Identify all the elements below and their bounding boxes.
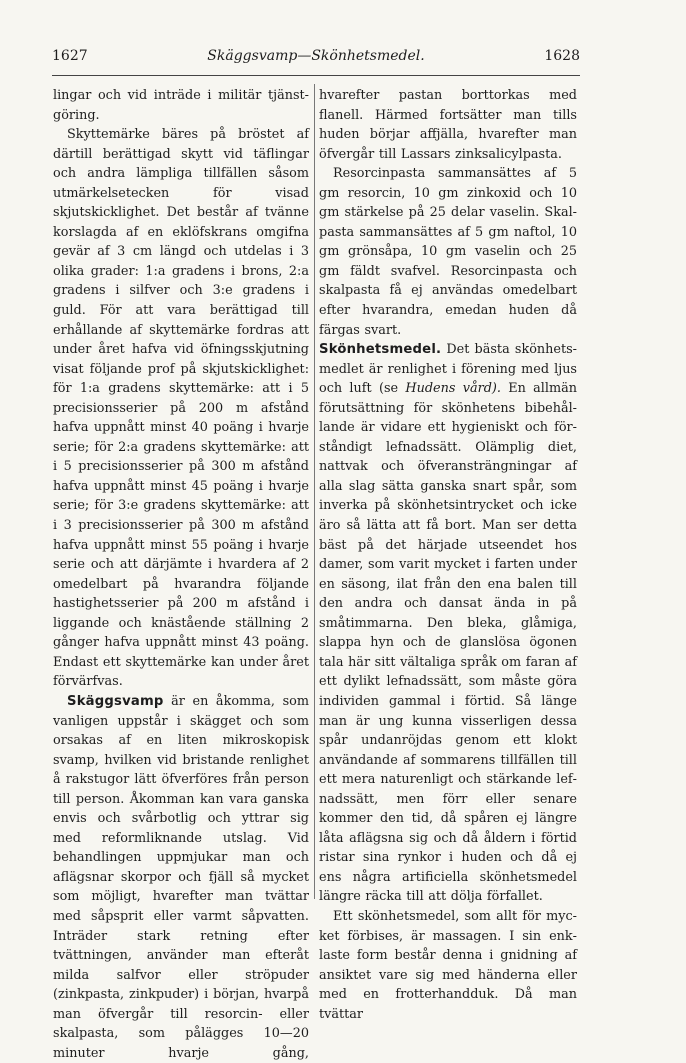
cross-reference-hudens-vard: Hudens vård). [405, 381, 501, 397]
paragraph-massage: Ett skönhetsmedel, som allt för mycket förbises, är massagen. I sin enklaste form består denna i gnidning af ansiktet vare sig med händerna eller med en frotterhandduk. Då man tvättar [319, 908, 577, 1022]
running-title: Skäggsvamp—Skönhetsmedel. [207, 48, 425, 64]
entry-skonhetsmedel-text-b: En allmän förutsättning för skönhetens bibehållande är vidare ett hygieniskt och förståndigt lefnadssätt. Olämplig diet, nattvak och öfveransträngningar af alla slag sätta ganska snart spår, som inverka på skönhetsintrycket och icke äro så lätta att få bort. Man ser detta bäst på det härjade utseendet hos damer, som varit mycket i farten under en säsong, ilat från den ena balen till den andra och dansat ända in på småtimmarna. Den bleka, glåmiga, slappa hyn och de glanslösa ögonen tala här sitt vältaliga språk om faran af ett dylikt lefnadssätt, som måste göra individen gammal i förtid. Så länge man är ung kunna visserligen dessa spår undanröjdas genom ett klokt användande af sommarens tillfällen till ett mera naturenligt och stärkande lefnadssätt, men förr eller senare kommer den tid, då spåren ej längre låta aflägsna sig och då åldern i förtid ristar sina rynkor i huden och då ej ens några artificiella skönhetsmedel längre räcka till att dölja förfallet. [319, 381, 577, 905]
entry-keyword-skonhetsmedel: Skönhetsmedel. [319, 342, 442, 358]
left-column [53, 86, 309, 1063]
column-divider [314, 84, 315, 899]
page-number-left: 1627 [52, 48, 88, 64]
entry-skaggsvamp [53, 692, 309, 1063]
header-rule [52, 75, 580, 76]
entry-skonhetsmedel [319, 340, 577, 907]
entry-keyword-skaggsvamp: Skäggsvamp [67, 693, 164, 709]
entry-skonhetsmedel-text-a: Det bästa skönhetsmedlet är renlighet i förening med ljus och luft (se [319, 342, 577, 397]
entry-skyttemarke: Skyttemärke bäres på bröstet af därtill berättigad skytt vid täflingar och andra lämpliga tillfällen såsom utmärkelsetecken för visad skjutskicklighet. Det består af tvänne korslagda af en eklöfskrans omgifna gevär af 3 cm längd och utdelas i 3 olika grader: 1:a gradens i brons, 2:a gradens i silfver och 3:e gradens i guld. För att vara berättigad till erhållande af skyttemärke fordras att under året hafva vid öfningsskjutning visat följande prof på skjutskicklighet: för 1:a gradens skyttemärke: att i 5 precisionsserier på 200 m afstånd hafva uppnått minst 40 poäng i hvarje serie; för 2:a gradens skyttemärke: att i 5 precisionsserier på 300 m afstånd hafva uppnått minst 45 poäng i hvarje serie; för 3:e gradens skyttemärke: att i 3 precisionsserier på 300 m afstånd hafva uppnått minst 55 poäng i hvarje serie och att därjämte i hvardera af 2 omedelbart på hvarandra följande hastighetsserier på 200 m afstånd i liggande och knästående ställning 2 gånger hafva uppnått minst 43 poäng. Endast ett skyttemärke kan under året förvärfvas. [53, 127, 309, 690]
right-column [319, 86, 577, 1024]
running-header [52, 48, 580, 68]
page-number-right: 1628 [544, 48, 580, 64]
entry-skaggsvamp-continuation: hvarefter pastan borttorkas med flanell. Härmed fortsätter man tills huden börjar affjälla, hvarefter man öfvergår till Lassars zinksalicylpasta. [319, 88, 577, 162]
entry-continuation: lingar och vid inträde i militär tjänstgöring. [53, 88, 309, 123]
entry-skaggsvamp-text: är en åkomma, som vanligen uppstår i skägget och som orsakas af en liten mikroskopisk svamp, hvilken vid bristande renlighet å rakstugor lätt öfverföres från person till person. Åkomman kan vara ganska envis och svårbotlig och yttrar sig med reformliknande utslag. Vid behandlingen uppmjukar man och aflägsnar skorpor och fjäll så mycket som möjligt, hvarefter man tvättar med såpsprit eller varmt såpvatten. Inträder stark retning efter tvättningen, använder man efteråt milda salfvor eller ströpuder (zinkpasta, zinkpuder) i början, hvarpå man öfvergår till resorcin- eller skalpasta, som pålägges 10—20 minuter hvarje gång, [53, 693, 309, 1061]
paragraph-resorcinpasta: Resorcinpasta sammansättes af 5 gm resorcin, 10 gm zinkoxid och 10 gm stärkelse på 25 delar vaselin. Skalpasta sammansättes af 5 gm naftol, 10 gm grönsåpa, 10 gm vaselin och 25 gm fäldt svafvel. Resorcinpasta och skalpasta få ej användas omedelbart efter hvarandra, emedan huden då färgas svart. [319, 166, 577, 338]
